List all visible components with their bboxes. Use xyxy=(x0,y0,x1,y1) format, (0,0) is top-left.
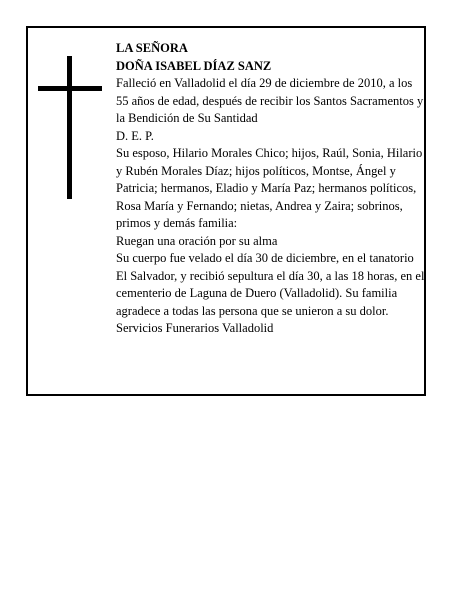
funeral-paragraph: Su cuerpo fue velado el día 30 de diciembre, en el tanatorio El Salvador, y recibió sepultura el día 30, a las 18 horas, en el cementerio de Laguna de Duero (Valladolid). Su familia agradece a todas las persona que se unieron a su dolor. xyxy=(116,251,425,318)
death-paragraph: Falleció en Valladolid el día 29 de diciembre de 2010, a los 55 años de edad, después de recibir los Santos Sacramentos y la Bendición de Su Santidad xyxy=(116,76,424,125)
obituary-notice xyxy=(26,26,426,396)
cross-horizontal-bar xyxy=(38,86,102,91)
cross-vertical-bar xyxy=(67,56,72,199)
deceased-name: DOÑA ISABEL DÍAZ SANZ xyxy=(116,58,272,73)
funeral-home: Servicios Funerarios Valladolid xyxy=(116,321,274,335)
notice-title: LA SEÑORA xyxy=(116,41,188,55)
notice-text-block xyxy=(116,40,426,338)
prayer-request: Ruegan una oración por su alma xyxy=(116,233,278,248)
family-paragraph: Su esposo, Hilario Morales Chico; hijos, Raúl, Sonia, Hilario y Rubén Morales Díaz; hijos políticos, Montse, Ángel y Patricia; hermanos, Eladio y María Paz; hermanos políticos, Rosa María y Fernando; nietas, Andrea y Zaira; sobrinos, primos y demás familia: xyxy=(116,146,423,230)
dep-line: D. E. P. xyxy=(116,128,154,143)
